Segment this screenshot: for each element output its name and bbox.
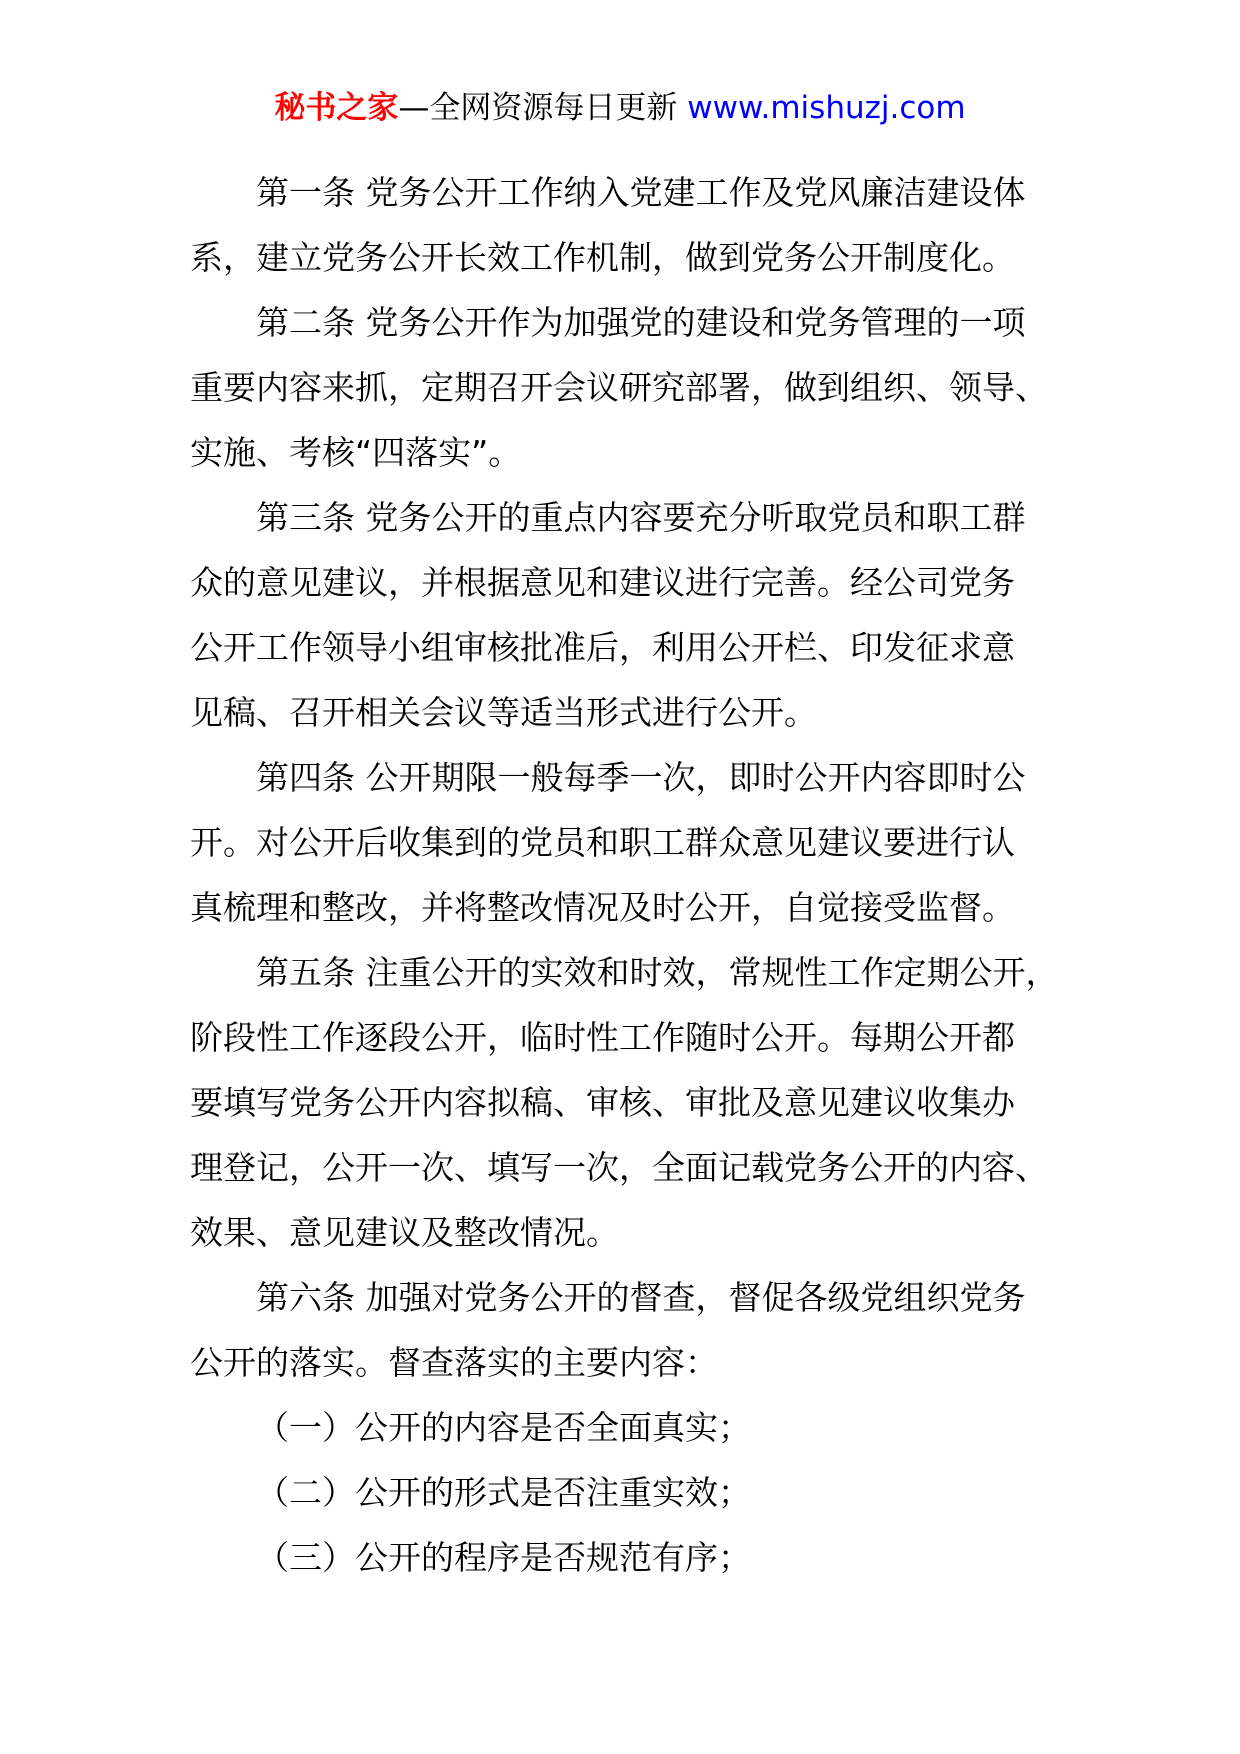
article-1-line-1: 第一条 党务公开工作纳入党建工作及党风廉洁建设体 — [256, 173, 1026, 212]
article-2-line-2: 重要内容来抓，定期召开会议研究部署，做到组织、领导、 — [190, 368, 1048, 407]
article-5-line-2: 阶段性工作逐段公开，临时性工作随时公开。每期公开都 — [190, 1018, 1015, 1057]
article-5-line-3: 要填写党务公开内容拟稿、审核、审批及意见建议收集办 — [190, 1083, 1015, 1122]
header-slogan: —全网资源每日更新 — [398, 90, 678, 126]
list-item-1: （一）公开的内容是否全面真实； — [256, 1408, 751, 1447]
article-4-line-1: 第四条 公开期限一般每季一次，即时公开内容即时公 — [256, 758, 1026, 797]
document-body — [190, 160, 1070, 1590]
article-3-line-3: 公开工作领导小组审核批准后，利用公开栏、印发征求意 — [190, 628, 1015, 667]
list-item-2: （二）公开的形式是否注重实效； — [256, 1473, 751, 1512]
article-4-line-2: 开。对公开后收集到的党员和职工群众意见建议要进行认 — [190, 823, 1015, 862]
article-5-line-1: 第五条 注重公开的实效和时效，常规性工作定期公开， — [256, 953, 1059, 992]
list-item-3: （三）公开的程序是否规范有序； — [256, 1538, 751, 1577]
site-url[interactable]: www.mishuzj.com — [687, 90, 966, 126]
article-3-line-2: 众的意见建议，并根据意见和建议进行完善。经公司党务 — [190, 563, 1015, 602]
article-5-line-5: 效果、意见建议及整改情况。 — [190, 1213, 619, 1252]
page-header — [0, 88, 1240, 128]
article-1-line-2: 系，建立党务公开长效工作机制，做到党务公开制度化。 — [190, 238, 1015, 277]
article-3-line-1: 第三条 党务公开的重点内容要充分听取党员和职工群 — [256, 498, 1026, 537]
article-6-line-2: 公开的落实。督查落实的主要内容： — [190, 1343, 718, 1382]
article-4-line-3: 真梳理和整改，并将整改情况及时公开，自觉接受监督。 — [190, 888, 1015, 927]
article-2-line-1: 第二条 党务公开作为加强党的建设和党务管理的一项 — [256, 303, 1026, 342]
article-5-line-4: 理登记，公开一次、填写一次，全面记载党务公开的内容、 — [190, 1148, 1048, 1187]
article-6-line-1: 第六条 加强对党务公开的督查，督促各级党组织党务 — [256, 1278, 1026, 1317]
article-2-line-3: 实施、考核“四落实”。 — [190, 433, 522, 472]
article-3-line-4: 见稿、召开相关会议等适当形式进行公开。 — [190, 693, 817, 732]
brand-name: 秘书之家 — [274, 90, 399, 126]
